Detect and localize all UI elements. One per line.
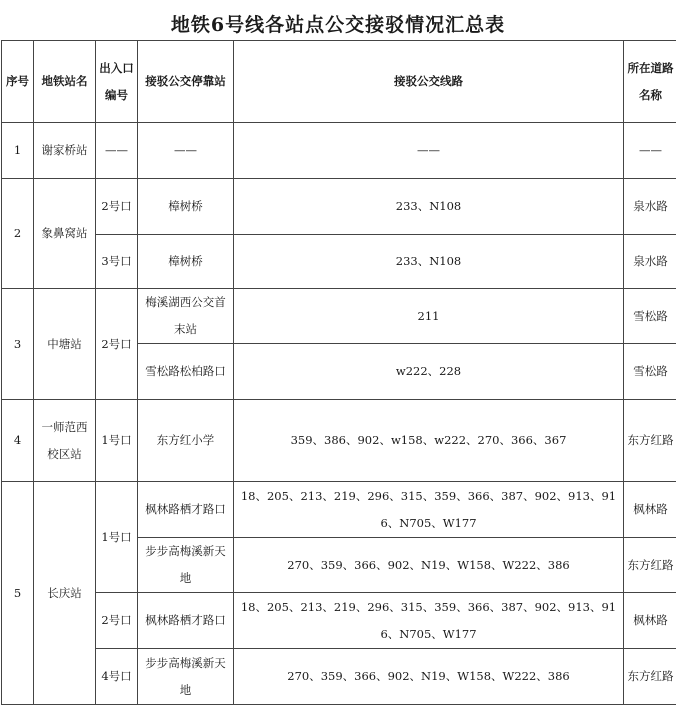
header-row [2,41,676,123]
cell-routes: 18、205、213、219、296、315、359、366、387、902、913、916、N705、W177 [234,593,624,649]
cell-stop: 枫林路栖才路口 [138,482,234,538]
header-stop: 接驳公交停靠站 [138,41,234,123]
table-row [2,482,676,538]
cell-station: 象鼻窝站 [34,179,96,289]
summary-table [1,40,676,705]
cell-routes: 211 [234,289,624,344]
table-row [2,179,676,235]
cell-stop: 步步高梅溪新天地 [138,649,234,705]
cell-routes: 233、N108 [234,235,624,289]
header-road: 所在道路名称 [624,41,676,123]
header-routes: 接驳公交线路 [234,41,624,123]
cell-seq: 1 [2,123,34,179]
cell-exit: 4号口 [96,649,138,705]
cell-stop: 步步高梅溪新天地 [138,538,234,593]
cell-routes: —— [234,123,624,179]
cell-stop: —— [138,123,234,179]
cell-road: 雪松路 [624,289,676,344]
cell-stop: 樟树桥 [138,179,234,235]
cell-road: 东方红路 [624,649,676,705]
cell-exit: 2号口 [96,179,138,235]
cell-road: 雪松路 [624,344,676,400]
cell-exit: 1号口 [96,482,138,593]
cell-seq: 2 [2,179,34,289]
cell-road: 东方红路 [624,400,676,482]
table-row [2,593,676,649]
cell-station: 谢家桥站 [34,123,96,179]
cell-stop: 梅溪湖西公交首末站 [138,289,234,344]
cell-exit: 3号口 [96,235,138,289]
cell-road: 泉水路 [624,179,676,235]
table-row [2,235,676,289]
cell-road: 枫林路 [624,593,676,649]
cell-stop: 樟树桥 [138,235,234,289]
cell-station: 长庆站 [34,482,96,705]
cell-stop: 雪松路松柏路口 [138,344,234,400]
table-row [2,123,676,179]
cell-station: 中塘站 [34,289,96,400]
cell-routes: 270、359、366、902、N19、W158、W222、386 [234,538,624,593]
table-title: 地铁6号线各站点公交接驳情况汇总表 [0,10,676,37]
header-station: 地铁站名 [34,41,96,123]
header-exit: 出入口编号 [96,41,138,123]
cell-routes: 18、205、213、219、296、315、359、366、387、902、913、916、N705、W177 [234,482,624,538]
header-seq: 序号 [2,41,34,123]
cell-road: 泉水路 [624,235,676,289]
cell-routes: 233、N108 [234,179,624,235]
cell-road: 东方红路 [624,538,676,593]
table-row [2,289,676,344]
cell-station: 一师范西校区站 [34,400,96,482]
cell-exit: 1号口 [96,400,138,482]
cell-seq: 5 [2,482,34,705]
table-row [2,400,676,482]
cell-exit: —— [96,123,138,179]
cell-exit: 2号口 [96,289,138,400]
cell-road: —— [624,123,676,179]
cell-road: 枫林路 [624,482,676,538]
cell-routes: 270、359、366、902、N19、W158、W222、386 [234,649,624,705]
cell-seq: 3 [2,289,34,400]
cell-stop: 枫林路栖才路口 [138,593,234,649]
cell-routes: 359、386、902、w158、w222、270、366、367 [234,400,624,482]
cell-seq: 4 [2,400,34,482]
cell-exit: 2号口 [96,593,138,649]
table-row [2,649,676,705]
cell-stop: 东方红小学 [138,400,234,482]
cell-routes: w222、228 [234,344,624,400]
